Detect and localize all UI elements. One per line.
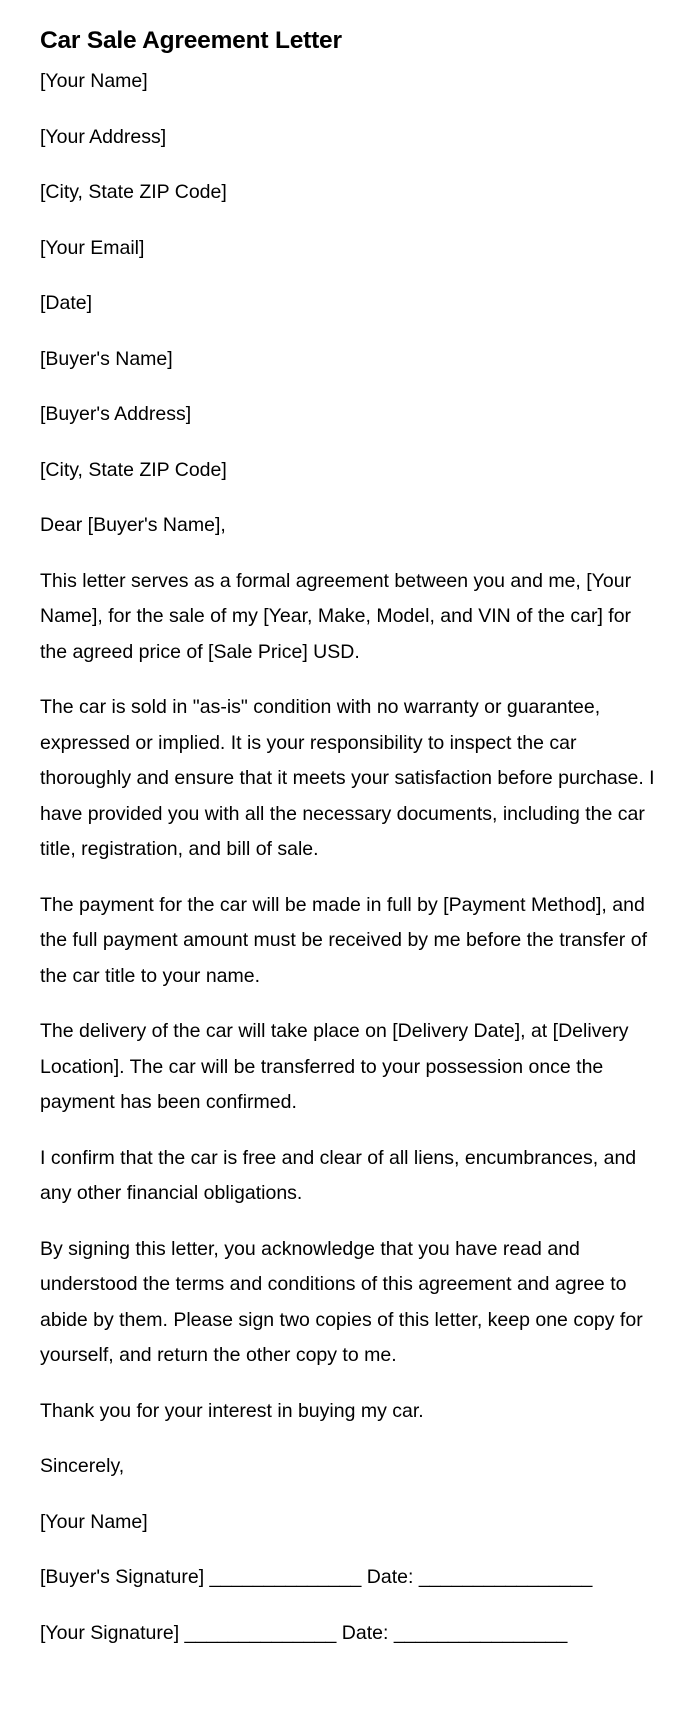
paragraph-agreement: This letter serves as a formal agreement between you and me, [Your Name], for the sale of my [Year, Make, Model, and VIN of the car] for the agreed price of [Sale Price] USD. <box>40 569 632 663</box>
sender-name: [Your Name] <box>40 70 148 92</box>
paragraph-condition: The car is sold in "as-is" condition with no warranty or guarantee, expressed or implied. It is your responsibility to inspect the car thoroughly and ensure that it meets your satisfaction before purchase. I have provided you with all the necessary documents, including the car title, registration, and bill of sale. <box>40 696 655 860</box>
document-title: Car Sale Agreement Letter <box>40 27 342 54</box>
sender-address: [Your Address] <box>40 125 167 148</box>
recipient-city-state-zip: [City, State ZIP Code] <box>40 458 227 481</box>
paragraph-payment: The payment for the car will be made in full by [Payment Method], and the full payment amount must be received by me before the transfer of the car title to your name. <box>40 893 647 987</box>
paragraph-liens: I confirm that the car is free and clear of all liens, encumbrances, and any other financial obligations. <box>40 1146 637 1204</box>
letter-date: [Date] <box>40 292 93 314</box>
closing-name: [Your Name] <box>40 1510 148 1533</box>
buyer-signature-line: [Buyer's Signature] ______________ Date: ________________ <box>40 1566 593 1588</box>
sender-email: [Your Email] <box>40 236 145 259</box>
your-signature-line: [Your Signature] ______________ Date: ________________ <box>40 1621 568 1644</box>
recipient-address: [Buyer's Address] <box>40 403 192 425</box>
paragraph-thanks: Thank you for your interest in buying my car. <box>40 1399 424 1422</box>
salutation: Dear [Buyer's Name], <box>40 514 226 536</box>
recipient-name: [Buyer's Name] <box>40 347 173 370</box>
closing: Sincerely, <box>40 1455 125 1477</box>
sender-city-state-zip: [City, State ZIP Code] <box>40 181 227 203</box>
paragraph-delivery: The delivery of the car will take place on [Delivery Date], at [Delivery Location]. The car will be transferred to your possession once the payment has been confirmed. <box>40 1020 629 1113</box>
paragraph-acknowledgement: By signing this letter, you acknowledge that you have read and understood the terms and conditions of this agreement and agree to abide by them. Please sign two copies of this letter, keep one copy for yourself, and return the other copy to me. <box>40 1237 643 1366</box>
